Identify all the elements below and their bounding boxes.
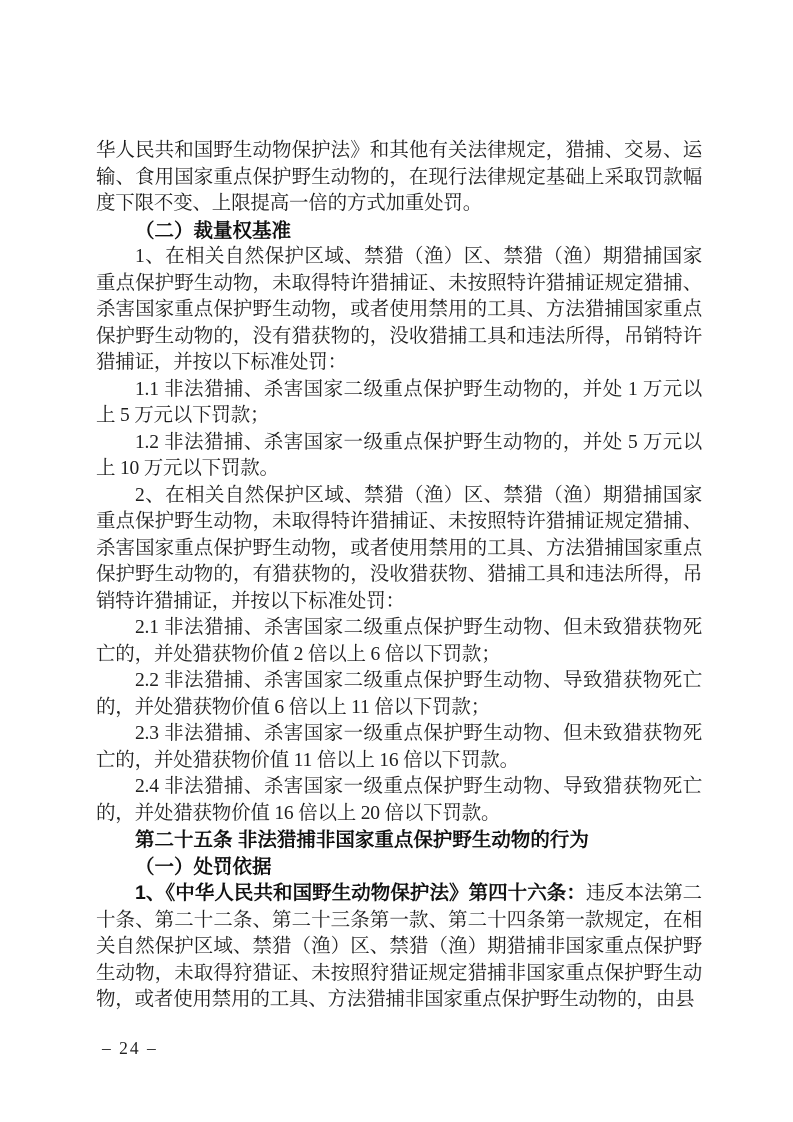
paragraph: 1、在相关自然保护区域、禁猎（渔）区、禁猎（渔）期猎捕国家重点保护野生动物，未取得特许猎捕证、未按照特许猎捕证规定猎捕、杀害国家重点保护野生动物，或者使用禁用的工具、方法猎捕国家重点保护野生动物的，没有猎获物的，没收猎捕工具和违法所得，吊销特许猎捕证，并按以下标准处罚： [96, 246, 702, 373]
document-content [96, 138, 702, 1014]
paragraph: 华人民共和国野生动物保护法》和其他有关法律规定，猎捕、交易、运输、食用国家重点保护野生动物的，在现行法律规定基础上采取罚款幅度下限不变、上限提高一倍的方式加重处罚。 [96, 140, 702, 214]
section-heading: 第二十五条 非法猎捕非国家重点保护野生动物的行为 [135, 829, 589, 851]
section-heading: （二）裁量权基准 [135, 219, 292, 242]
paragraph: 2、在相关自然保护区域、禁猎（渔）区、禁猎（渔）期猎捕国家重点保护野生动物，未取得特许猎捕证、未按照特许猎捕证规定猎捕、杀害国家重点保护野生动物，或者使用禁用的工具、方法猎捕国家重点保护野生动物的，有猎获物的，没收猎获物、猎捕工具和违法所得，吊销特许猎捕证，并按以下标准处罚： [96, 484, 702, 612]
paragraph: 2.2 非法猎捕、杀害国家二级重点保护野生动物、导致猎获物死亡的，并处猎获物价值 6 倍以上 11 倍以下罚款； [96, 670, 702, 718]
text-run: 违反本法第二十条、第二十二条、第二十三条第一款、第二十四条第一款规定，在相关自然保护区域、禁猎（渔）区、禁猎（渔）期猎捕非国家重点保护野生动物，未取得狩猎证、未按照狩猎证规定猎捕非国家重点保护野生动物，或者使用禁用的工具、方法猎捕非国家重点保护野生动物的，由县 [96, 883, 702, 1010]
paragraph: 2.3 非法猎捕、杀害国家一级重点保护野生动物、但未致猎获物死亡的，并处猎获物价值 11 倍以上 16 倍以下罚款。 [96, 723, 702, 771]
paragraph: 1.2 非法猎捕、杀害国家一级重点保护野生动物的，并处 5 万元以上 10 万元以下罚款。 [96, 431, 702, 479]
paragraph: 2.1 非法猎捕、杀害国家二级重点保护野生动物、但未致猎获物死亡的，并处猎获物价值 2 倍以上 6 倍以下罚款； [96, 617, 702, 665]
paragraph: 1.1 非法猎捕、杀害国家二级重点保护野生动物的，并处 1 万元以上 5 万元以下罚款； [96, 378, 702, 426]
paragraph: 2.4 非法猎捕、杀害国家一级重点保护野生动物、导致猎获物死亡的，并处猎获物价值 16 倍以上 20 倍以下罚款。 [96, 776, 702, 824]
bold-text-run: 1、《中华人民共和国野生动物保护法》第四十六条： [135, 882, 586, 904]
section-heading: （一）处罚依据 [135, 855, 272, 878]
page-footer [102, 1038, 158, 1059]
page-number: – 24 – [102, 1038, 158, 1058]
paragraph [96, 880, 702, 1014]
